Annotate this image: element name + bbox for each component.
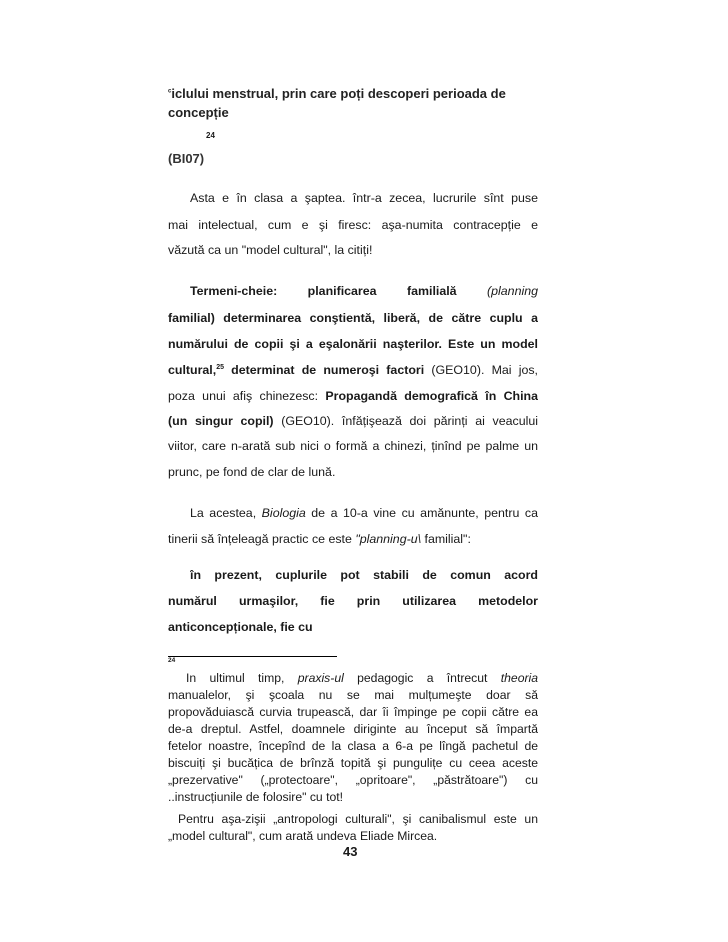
heading-reference: 24: [206, 131, 215, 140]
para3-line1: La acestea, Biologia de a 10-a vine cu amănunte, pentru ca: [190, 506, 538, 520]
footnote-line3: propovăduiască curvia trupească, dar îi împinge pe copii către ea: [168, 705, 538, 719]
footnote-line2: manualelor, şi şcoala nu se mai mulțumeşte doar să: [168, 688, 538, 702]
footnote-line5: fetelor noastre, începînd de la clasa a 6-a pe lîngă pachetul de: [168, 739, 538, 753]
para2-line8: prunc, pe fond de clar de lună.: [168, 465, 336, 479]
para4-line3: anticoncepționale, fie cu: [168, 620, 313, 634]
section-code: (BI07): [168, 151, 205, 166]
para1-line3: văzută ca un "model cultural", la citiți!: [168, 243, 373, 257]
para2-line5: poza unui afiş chinezesc: Propagandă demografică în China: [168, 389, 538, 403]
footnote-number: 24: [168, 657, 176, 664]
heading-line-2: concepție: [168, 105, 229, 120]
footnote-separator: [168, 656, 337, 657]
footnote-line7: „prezervative" („protectoare", „opritoare", „păstrătoare") cu: [168, 773, 538, 787]
para1-line2: mai intelectual, cum e şi firesc: aşa-numita contracepție e: [168, 218, 538, 232]
footnote-line10: „model cultural", cum arată undeva Eliade Mircea.: [168, 829, 438, 843]
para2-line3: numărului de copii şi a eşalonării naşterilor. Este un model: [168, 337, 538, 351]
footnote-line1: In ultimul timp, praxis-ul pedagogic a întrecut theoria: [186, 671, 538, 685]
para2-line2: familial) determinarea conştientă, liberă, de către cuplu a: [168, 311, 538, 325]
para1-line1: Asta e în clasa a şaptea. într-a zecea, lucrurile sînt puse: [190, 191, 538, 205]
footnote-line6: biscuiți şi bucățica de brînză topită şi pungulițe cu ceea aceste: [168, 756, 538, 770]
para3-line2: tinerii să înțeleagă practic ce este "planning-u\ familial":: [168, 532, 471, 546]
para2-line1: Termeni-cheie: planificarea familială (planning: [190, 284, 538, 298]
para2-line6: (un singur copil) (GEO10). înfățişează doi părinți ai veacului: [168, 414, 538, 428]
para4-line2: numărul urmaşilor, fie prin utilizarea metodelor: [168, 594, 538, 608]
page-number: 43: [343, 844, 358, 859]
para2-line7: viitor, care n-arată sub nici o formă a chinezi, ținînd pe palme un: [168, 439, 538, 453]
para2-line4: cultural,$^{25}$ determinat de numeroşi factori (GEO10). Mai jos,: [168, 363, 538, 377]
footnote-line8: ..instrucțiunile de folosire" cu tot!: [168, 790, 344, 804]
footnote-line4: de-a dreptul. Astfel, doamnele diriginte au început să împartă: [168, 722, 538, 736]
heading-line-1: $^c$iclului menstrual, prin care poți descoperi perioada de: [168, 86, 506, 101]
para4-line1: în prezent, cuplurile pot stabili de comun acord: [190, 568, 538, 582]
footnote-line9: Pentru aşa-zişii „antropologi culturali", şi canibalismul este un: [178, 812, 538, 826]
